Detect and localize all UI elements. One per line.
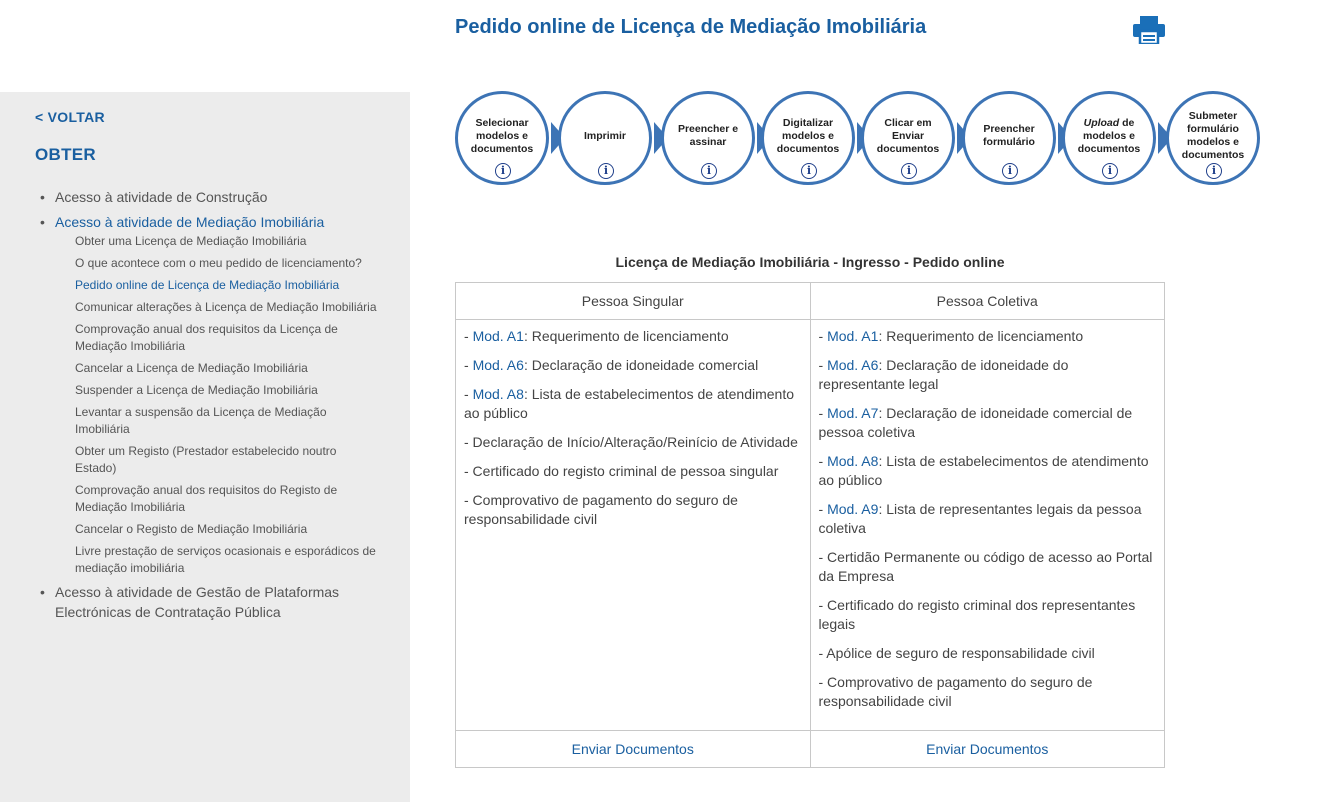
info-icon[interactable]: i — [495, 163, 511, 179]
send-cell-singular — [456, 731, 811, 768]
column-header-singular: Pessoa Singular — [456, 283, 811, 320]
document-description: : Requerimento de licenciamento — [878, 328, 1084, 344]
document-item: - Declaração de Início/Alteração/Reinício de Atividade — [464, 434, 798, 450]
sidebar-subitem-pedido-online[interactable]: Pedido online de Licença de Mediação Imobiliária — [75, 278, 340, 292]
sidebar-subitem-obter-licenca[interactable]: Obter uma Licença de Mediação Imobiliária — [75, 234, 307, 248]
sidebar-subitem-levantar-suspensao[interactable]: Levantar a suspensão da Licença de Mediação Imobiliária — [75, 405, 327, 436]
document-item: - Certificado do registo criminal de pessoa singular — [464, 463, 779, 479]
info-icon[interactable]: i — [701, 163, 717, 179]
column-header-coletiva: Pessoa Coletiva — [810, 283, 1165, 320]
sidebar-subitem-o-que-acontece[interactable]: O que acontece com o meu pedido de licenciamento? — [75, 256, 362, 270]
model-link[interactable]: Mod. A1 — [827, 328, 879, 344]
step-label: Preencher e assinar — [677, 123, 739, 148]
step-8 — [1166, 91, 1260, 185]
sidebar-subitem-obter-registo[interactable]: Obter um Registo (Prestador estabelecido noutro Estado) — [75, 444, 337, 475]
document-item: - Comprovativo de pagamento do seguro de responsabilidade civil — [464, 492, 738, 527]
sidebar-subitem-cancelar-licenca[interactable]: Cancelar a Licença de Mediação Imobiliária — [75, 361, 308, 375]
sidebar-item-mediacao[interactable] — [40, 212, 380, 577]
info-icon[interactable]: i — [801, 163, 817, 179]
document-item: - Certidão Permanente ou código de acesso ao Portal da Empresa — [818, 549, 1153, 584]
document-description: : Declaração de idoneidade do representante legal — [818, 357, 1069, 392]
model-link[interactable]: Mod. A9 — [827, 501, 879, 517]
documents-table — [455, 282, 1165, 768]
document-description: : Requerimento de licenciamento — [523, 328, 729, 344]
step-5 — [861, 91, 955, 185]
send-documents-link-coletiva[interactable]: Enviar Documentos — [926, 741, 1049, 757]
document-item: - Mod. A6: Declaração de idoneidade do representante legal — [818, 357, 1069, 392]
page-title: Pedido online de Licença de Mediação Imobiliária — [455, 16, 927, 38]
sidebar-item-label[interactable]: Acesso à atividade de Mediação Imobiliária — [55, 214, 325, 230]
document-description: : Declaração de idoneidade comercial de pessoa coletiva — [818, 405, 1133, 440]
step-1 — [455, 91, 549, 185]
send-documents-link-singular[interactable]: Enviar Documentos — [571, 741, 694, 757]
model-link[interactable]: Mod. A8 — [472, 386, 524, 402]
model-link[interactable]: Mod. A7 — [827, 405, 879, 421]
info-icon[interactable]: i — [1002, 163, 1018, 179]
sidebar-item-label[interactable]: Acesso à atividade de Construção — [55, 189, 268, 205]
step-3 — [661, 91, 755, 185]
document-item: - Certificado do registo criminal dos representantes legais — [818, 597, 1136, 632]
step-7 — [1062, 91, 1156, 185]
model-link[interactable]: Mod. A1 — [472, 328, 524, 344]
document-description: : Lista de estabelecimentos de atendimento ao público — [464, 386, 794, 421]
document-item: - Mod. A8: Lista de estabelecimentos de atendimento ao público — [818, 453, 1149, 488]
printer-icon — [1133, 16, 1165, 44]
model-link[interactable]: Mod. A8 — [827, 453, 879, 469]
back-link[interactable]: < VOLTAR — [35, 109, 105, 125]
document-item: - Mod. A8: Lista de estabelecimentos de atendimento ao público — [464, 386, 794, 421]
sidebar-subnav — [55, 233, 380, 577]
document-description: : Lista de estabelecimentos de atendimento ao público — [818, 453, 1149, 488]
sidebar-heading: OBTER — [35, 145, 96, 164]
step-4 — [761, 91, 855, 185]
model-link[interactable]: Mod. A6 — [827, 357, 879, 373]
send-cell-coletiva — [810, 731, 1165, 768]
print-button[interactable] — [1133, 16, 1165, 44]
document-item: - Mod. A9: Lista de representantes legais da pessoa coletiva — [818, 501, 1142, 536]
step-label: Selecionar modelos e documentos — [470, 116, 534, 155]
info-icon[interactable]: i — [1206, 163, 1222, 179]
sidebar-item-label[interactable]: Acesso à atividade de Gestão de Plataformas Electrónicas de Contratação Pública — [55, 584, 340, 620]
documents-list-coletiva — [810, 320, 1165, 731]
info-icon[interactable]: i — [1102, 163, 1118, 179]
sidebar — [0, 92, 410, 802]
sidebar-item-construcao[interactable] — [40, 187, 380, 207]
step-2 — [558, 91, 652, 185]
document-item: - Comprovativo de pagamento do seguro de responsabilidade civil — [818, 674, 1093, 709]
document-item: - Mod. A6: Declaração de idoneidade comercial — [464, 357, 759, 373]
step-label-rest: de modelos e documentos — [1077, 116, 1141, 155]
documents-list-singular — [456, 320, 811, 731]
step-label — [1071, 112, 1147, 160]
info-icon[interactable]: i — [901, 163, 917, 179]
step-label: Digitalizar modelos e documentos — [776, 116, 840, 155]
document-item: - Mod. A7: Declaração de idoneidade comercial de pessoa coletiva — [818, 405, 1133, 440]
step-6 — [962, 91, 1056, 185]
step-label: Submeter formulário modelos e documentos — [1181, 110, 1245, 161]
process-stepper — [455, 88, 1265, 188]
sidebar-subitem-comprovacao-licenca[interactable]: Comprovação anual dos requisitos da Licença de Mediação Imobiliária — [75, 322, 338, 353]
model-link[interactable]: Mod. A6 — [472, 357, 524, 373]
table-caption: Licença de Mediação Imobiliária - Ingresso - Pedido online — [615, 254, 1005, 270]
sidebar-subitem-comunicar-alteracoes[interactable]: Comunicar alterações à Licença de Mediação Imobiliária — [75, 300, 377, 314]
document-item: - Mod. A1: Requerimento de licenciamento — [818, 328, 1084, 344]
document-item: - Apólice de seguro de responsabilidade civil — [818, 645, 1095, 661]
step-label: Preencher formulário — [983, 123, 1035, 148]
document-description: : Lista de representantes legais da pessoa coletiva — [818, 501, 1142, 536]
sidebar-subitem-cancelar-registo[interactable]: Cancelar o Registo de Mediação Imobiliária — [75, 522, 308, 536]
info-icon[interactable]: i — [598, 163, 614, 179]
sidebar-item-plataformas[interactable] — [40, 582, 380, 622]
document-description: : Declaração de idoneidade comercial — [523, 357, 759, 373]
sidebar-subitem-comprovacao-registo[interactable]: Comprovação anual dos requisitos do Registo de Mediação Imobiliária — [75, 483, 338, 514]
document-item: - Mod. A1: Requerimento de licenciamento — [464, 328, 729, 344]
step-label: Clicar em Enviar documentos — [876, 116, 940, 155]
sidebar-nav — [40, 187, 380, 627]
step-label: Imprimir — [583, 129, 626, 142]
step-label-emphasis: Upload — [1083, 116, 1120, 129]
sidebar-subitem-livre-prestacao[interactable]: Livre prestação de serviços ocasionais e esporádicos de mediação imobiliária — [75, 544, 376, 575]
sidebar-subitem-suspender-licenca[interactable]: Suspender a Licença de Mediação Imobiliária — [75, 383, 318, 397]
